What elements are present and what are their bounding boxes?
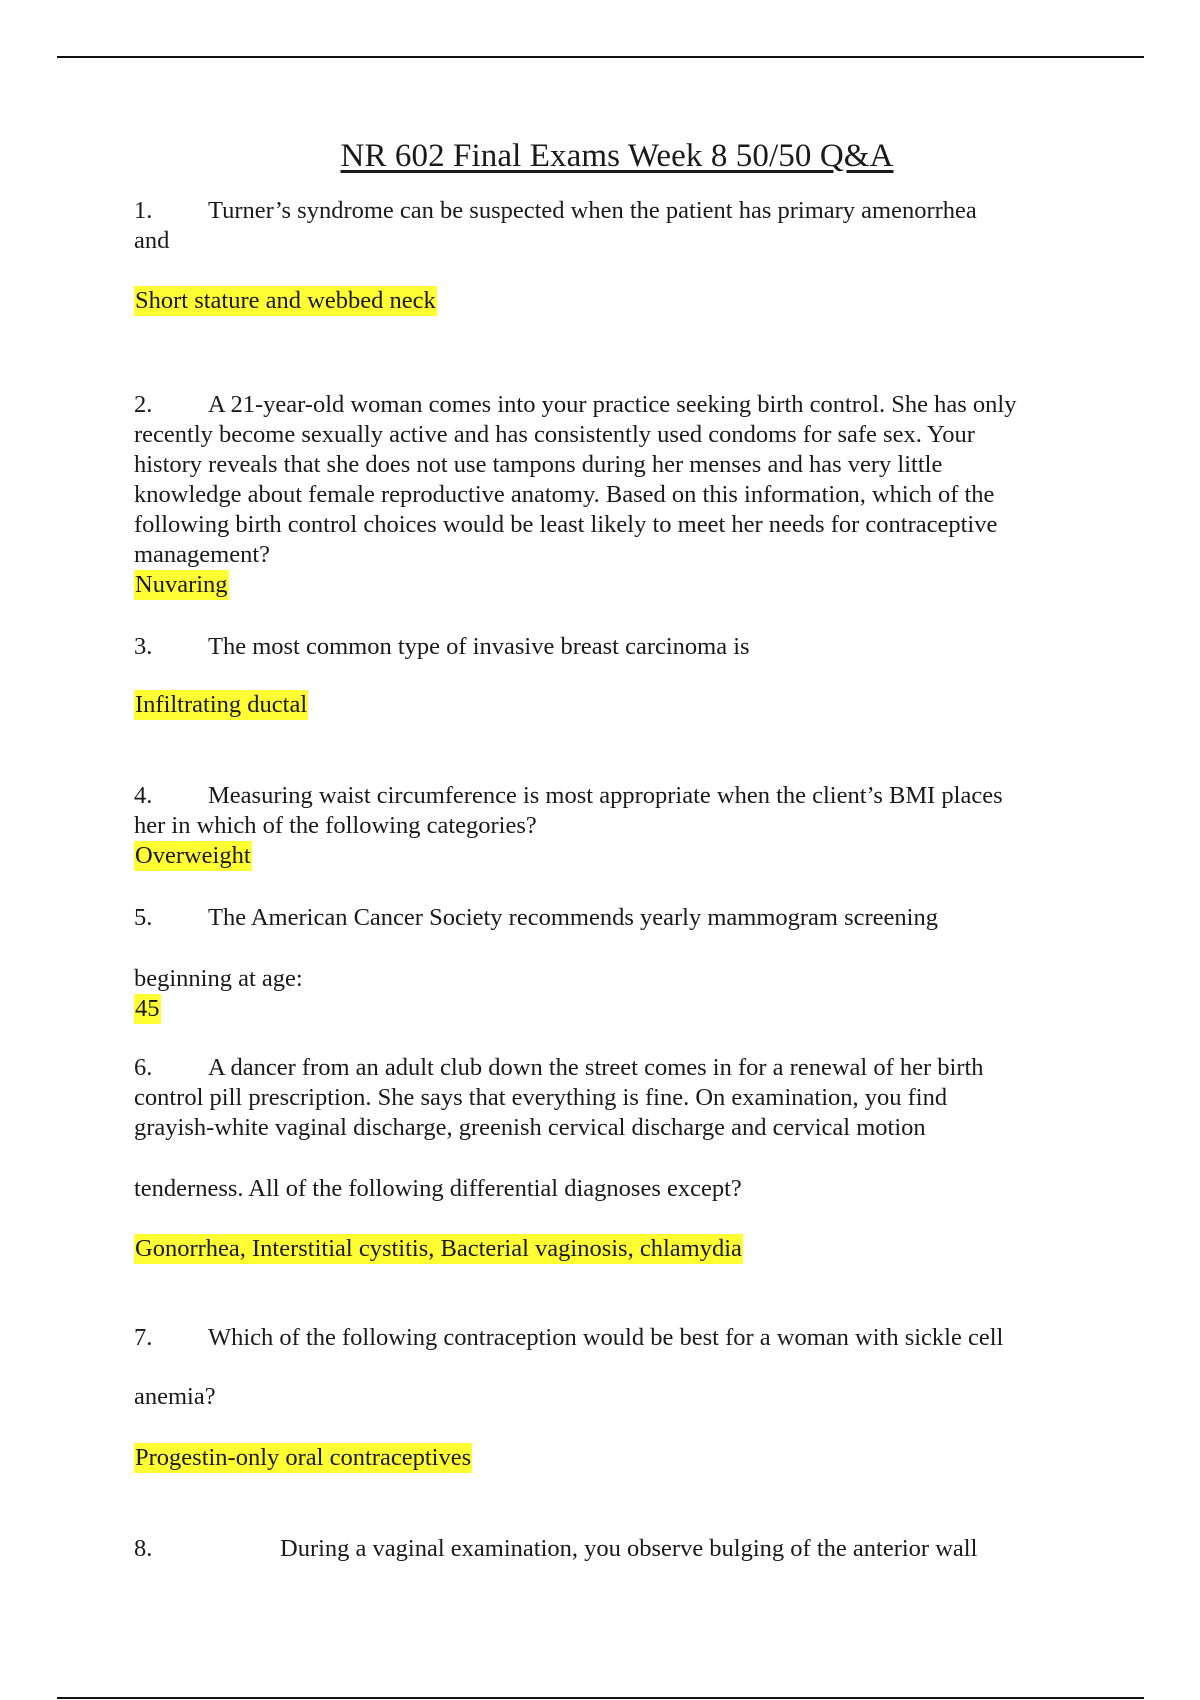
question-text: her in which of the following categories? <box>134 812 537 839</box>
top-rule <box>57 56 1144 58</box>
question-text: The most common type of invasive breast carcinoma is <box>208 633 750 660</box>
answer-highlight: Gonorrhea, Interstitial cystitis, Bacterial vaginosis, chlamydia <box>135 1235 742 1262</box>
question-text: following birth control choices would be least likely to meet her needs for contraceptive <box>134 511 998 538</box>
answer-highlight: Short stature and webbed neck <box>135 287 436 314</box>
question-1 <box>134 196 977 316</box>
question-text: During a vaginal examination, you observe bulging of the anterior wall <box>280 1535 978 1562</box>
question-text: A dancer from an adult club down the street comes in for a renewal of her birth <box>208 1054 984 1081</box>
question-text: anemia? <box>134 1383 216 1410</box>
question-number: 4. <box>134 782 153 809</box>
question-text: knowledge about female reproductive anatomy. Based on this information, which of the <box>134 481 995 508</box>
question-text: A 21-year-old woman comes into your practice seeking birth control. She has only <box>208 391 1017 418</box>
question-text: history reveals that she does not use tampons during her menses and has very little <box>134 451 943 478</box>
question-text: Which of the following contraception would be best for a woman with sickle cell <box>208 1324 1004 1351</box>
answer-highlight: Nuvaring <box>135 571 228 598</box>
question-number: 3. <box>134 633 153 660</box>
question-number: 5. <box>134 904 153 931</box>
question-text: beginning at age: <box>134 965 303 992</box>
question-text: control pill prescription. She says that everything is fine. On examination, you find <box>134 1084 948 1111</box>
answer-highlight: Progestin-only oral contraceptives <box>135 1444 472 1471</box>
question-8 <box>134 1534 977 1564</box>
question-text: tenderness. All of the following differential diagnoses except? <box>134 1175 742 1202</box>
question-text: Turner’s syndrome can be suspected when the patient has primary amenorrhea <box>208 197 977 224</box>
answer-highlight: Overweight <box>135 842 251 869</box>
question-text: grayish-white vaginal discharge, greenish cervical discharge and cervical motion <box>134 1114 926 1141</box>
question-number: 6. <box>134 1054 153 1081</box>
question-number: 1. <box>134 197 153 224</box>
question-2 <box>134 390 1017 600</box>
question-text: The American Cancer Society recommends yearly mammogram screening <box>208 904 938 931</box>
document-title: NR 602 Final Exams Week 8 50/50 Q&A <box>340 138 894 174</box>
question-3 <box>134 632 750 720</box>
question-number: 7. <box>134 1324 153 1351</box>
answer-highlight: Infiltrating ductal <box>135 691 308 718</box>
question-text: Measuring waist circumference is most appropriate when the client’s BMI places <box>208 782 1003 809</box>
question-text: recently become sexually active and has consistently used condoms for safe sex. Your <box>134 421 975 448</box>
question-5 <box>134 903 938 1024</box>
bottom-rule <box>57 1697 1144 1699</box>
question-text: management? <box>134 541 271 568</box>
question-7 <box>134 1323 1003 1473</box>
question-number: 8. <box>134 1535 153 1562</box>
question-text: and <box>134 227 170 254</box>
question-6 <box>134 1053 984 1264</box>
question-number: 2. <box>134 391 153 418</box>
answer-highlight: 45 <box>135 995 160 1022</box>
question-4 <box>134 781 1003 871</box>
